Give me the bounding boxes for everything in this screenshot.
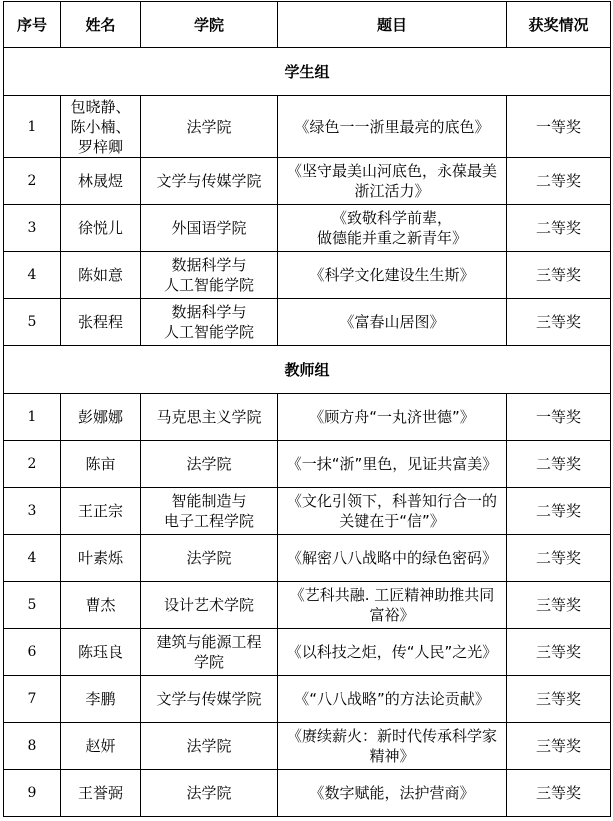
row-college [141,252,278,299]
row-name-line: 陈珏良 [77,643,123,661]
award-table [3,1,611,817]
row-college [141,158,278,205]
group-row [4,48,611,96]
row-title [278,676,507,723]
row-title [278,535,507,582]
row-title-line: 富裕》 [369,606,415,624]
row-title-line: 《致敬科学前辈， [331,209,452,227]
row-title-line: 《科学文化建设生生斯》 [309,266,475,284]
header-row [4,2,611,48]
row-index: 2 [4,441,61,488]
row-college-line: 法学院 [186,737,232,755]
table-row [4,723,611,770]
row-award: 一等奖 [507,96,611,158]
row-name-line: 曹杰 [85,596,116,614]
row-title-line: 浙江活力》 [354,182,430,200]
row-index: 2 [4,158,61,205]
row-title-line: 精神》 [369,747,415,765]
row-title-line: 《顾方舟“一丸济世德”》 [309,408,475,426]
row-college-line: 法学院 [186,784,232,802]
row-name [61,629,141,676]
row-name [61,394,141,441]
row-college [141,582,278,629]
row-award: 三等奖 [507,770,611,817]
table-row [4,252,611,299]
row-name [61,252,141,299]
row-award: 三等奖 [507,582,611,629]
row-name-line: 陈亩 [85,455,116,473]
row-award: 二等奖 [507,535,611,582]
row-index: 7 [4,676,61,723]
header-index: 序号 [4,2,61,48]
row-name-line: 李鹏 [85,690,116,708]
row-index: 5 [4,582,61,629]
row-college-line: 法学院 [186,549,232,567]
row-award: 三等奖 [507,252,611,299]
table-row [4,676,611,723]
row-title-line: 《数字赋能，法护营商》 [309,784,475,802]
table-row [4,158,611,205]
row-title [278,299,507,346]
row-title-line: 《艺科共融. 工匠精神助推共同 [289,586,495,604]
row-college [141,723,278,770]
row-index: 8 [4,723,61,770]
row-name [61,582,141,629]
table-row [4,96,611,158]
row-title-line: 《一抹“浙”里色，见证共富美》 [286,455,498,473]
row-title [278,582,507,629]
row-name [61,205,141,252]
row-college [141,535,278,582]
row-title-line: 《解密八八战略中的绿色密码》 [286,549,497,567]
row-title-line: 《“八八战略”的方法论贡献》 [294,690,490,708]
row-name-line: 罗梓卿 [77,137,123,156]
row-name-line: 赵妍 [85,737,116,755]
row-name [61,535,141,582]
row-title [278,394,507,441]
header-college: 学院 [141,2,278,48]
row-title-line: 《赓续薪火：新时代传承科学家 [286,727,497,745]
row-title [278,96,507,158]
row-college [141,441,278,488]
row-index: 4 [4,252,61,299]
row-college [141,205,278,252]
row-college-line: 文学与传媒学院 [156,690,262,708]
row-college-line: 人工智能学院 [163,323,254,341]
row-title [278,488,507,535]
row-college-line: 文学与传媒学院 [156,172,262,190]
row-name-line: 陈小楠、 [70,117,131,136]
row-title-line: 《文化引领下，科普知行合一的 [286,492,497,510]
row-award: 三等奖 [507,629,611,676]
row-name-line: 叶素烁 [77,549,123,567]
row-award: 三等奖 [507,299,611,346]
row-name [61,770,141,817]
row-name [61,676,141,723]
row-college-line: 设计艺术学院 [163,596,254,614]
row-name [61,723,141,770]
table-row [4,629,611,676]
row-index: 1 [4,394,61,441]
row-award: 二等奖 [507,158,611,205]
row-college [141,394,278,441]
row-title [278,770,507,817]
row-index: 1 [4,96,61,158]
row-college [141,488,278,535]
table-row [4,299,611,346]
table-row [4,441,611,488]
group-label: 学生组 [4,48,611,96]
row-name [61,96,141,158]
row-index: 3 [4,488,61,535]
row-name [61,299,141,346]
row-name [61,488,141,535]
row-title-line: 《富春山居图》 [339,313,445,331]
row-award: 三等奖 [507,676,611,723]
row-college-line: 马克思主义学院 [156,408,262,426]
header-title: 题目 [278,2,507,48]
row-name-line: 张程程 [77,313,123,331]
row-college-line: 智能制造与 [171,492,247,510]
row-college-line: 学院 [193,653,224,671]
row-title [278,441,507,488]
row-college-line: 电子工程学院 [163,512,254,530]
row-name-line: 王誉弼 [77,784,123,802]
row-name-line: 王正宗 [77,502,123,520]
row-award: 三等奖 [507,723,611,770]
row-award: 一等奖 [507,394,611,441]
row-name-line: 徐悦儿 [77,219,123,237]
table-row [4,488,611,535]
row-college [141,770,278,817]
row-college-line: 数据科学与 [171,256,247,274]
row-title [278,158,507,205]
row-title-line: 《以科技之炬，传“人民”之光》 [286,643,498,661]
row-index: 5 [4,299,61,346]
row-college [141,676,278,723]
row-title [278,723,507,770]
row-college [141,299,278,346]
row-college-line: 外国语学院 [171,219,247,237]
table-row [4,394,611,441]
row-college-line: 建筑与能源工程 [156,633,262,651]
row-name-line: 陈如意 [77,266,123,284]
row-index: 4 [4,535,61,582]
row-award: 二等奖 [507,441,611,488]
header-name: 姓名 [61,2,141,48]
row-title-line: 做德能并重之新青年》 [316,229,467,247]
row-title-line: 关键在于“信”》 [339,512,445,530]
row-college-line: 人工智能学院 [163,276,254,294]
row-title [278,252,507,299]
row-name-line: 包晓静、 [70,97,131,116]
row-index: 3 [4,205,61,252]
row-award: 二等奖 [507,488,611,535]
row-college-line: 法学院 [186,455,232,473]
row-college-line: 法学院 [186,117,232,136]
row-name [61,441,141,488]
row-title-line: 《绿色一一浙里最亮的底色》 [294,117,490,136]
table-row [4,770,611,817]
row-index: 9 [4,770,61,817]
row-index: 6 [4,629,61,676]
table-body [4,48,611,817]
row-title [278,205,507,252]
row-name-line: 林晟煜 [77,172,123,190]
table-row [4,205,611,252]
table-row [4,535,611,582]
row-college [141,96,278,158]
row-title [278,629,507,676]
row-college [141,629,278,676]
header-award: 获奖情况 [507,2,611,48]
row-name [61,158,141,205]
group-label: 教师组 [4,346,611,394]
table-row [4,582,611,629]
row-award: 二等奖 [507,205,611,252]
row-title-line: 《坚守最美山河底色，永葆最美 [286,162,497,180]
row-college-line: 数据科学与 [171,303,247,321]
row-name-line: 彭娜娜 [77,408,123,426]
group-row [4,346,611,394]
